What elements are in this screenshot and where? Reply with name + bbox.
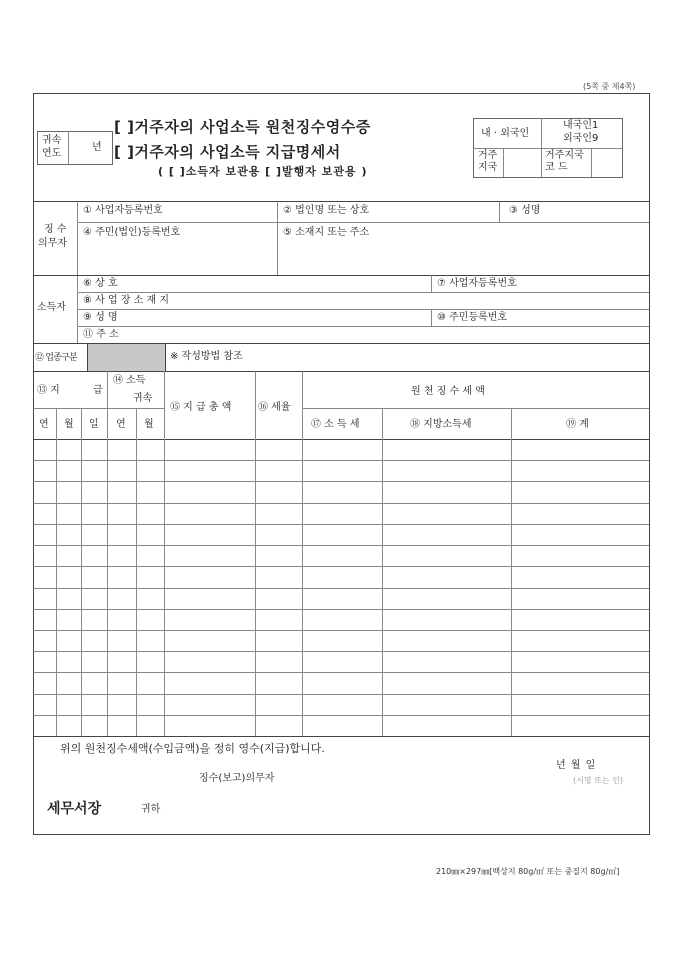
field-earner-business-reg-no: ⑦ 사업자등록번호 <box>437 278 517 289</box>
field-address: ⑤ 소재지 또는 주소 <box>283 227 370 238</box>
field-resident-reg-no: ④ 주민(법인)등록번호 <box>83 227 181 238</box>
col-tax-rate: ⑯ 세율 <box>258 402 291 413</box>
field-business-location: ⑧ 사 업 장 소 재 지 <box>83 295 169 306</box>
col-income-tax: ⑰ 소 득 세 <box>311 419 360 430</box>
table-row-line <box>33 503 649 504</box>
col-payment-date: ⑬ 지 <box>37 385 60 396</box>
col-total: ⑲ 계 <box>566 419 589 430</box>
earner-label: 소득자 <box>37 302 66 313</box>
subtitle: ( [ ]소득자 보관용 [ ]발행자 보관용 ) <box>158 165 368 178</box>
signature-note: (서명 또는 인) <box>573 776 623 785</box>
field-business-reg-no: ① 사업자등록번호 <box>83 205 163 216</box>
residence-code-2: 코 드 <box>545 162 568 173</box>
table-row-line <box>33 609 649 610</box>
col-year-2: 연 <box>116 419 126 430</box>
nationality-foreign: 외국인9 <box>563 133 599 144</box>
col-income-period-a: ⑭ 소득 <box>113 375 146 386</box>
year-label-1: 귀속 <box>42 135 62 146</box>
table-row-line <box>33 566 649 567</box>
field-earner-address: ⑪ 주 소 <box>83 329 119 340</box>
table-row-line <box>33 524 649 525</box>
tax-office-label: 세무서장 <box>47 801 102 817</box>
col-month-2: 월 <box>144 419 154 430</box>
table-row-line <box>33 588 649 589</box>
field-earner-name: ⑨ 성 명 <box>83 312 118 323</box>
col-payment-date-b: 급 <box>93 385 103 396</box>
industry-label: ⑫ 업종구분 <box>35 353 77 363</box>
withholding-agent-label: 징수(보고)의무자 <box>199 773 275 784</box>
withholder-label-2: 의무자 <box>38 238 67 249</box>
table-row-line <box>33 481 649 482</box>
col-total-paid: ⑮ 지 급 총 액 <box>170 402 232 413</box>
field-trade-name: ⑥ 상 호 <box>83 278 118 289</box>
title-line-2: [ ]거주자의 사업소득 지급명세서 <box>114 143 341 161</box>
field-company-name: ② 법인명 또는 상호 <box>283 205 370 216</box>
table-row-line <box>33 651 649 652</box>
year-label-2: 연도 <box>42 148 62 159</box>
col-year: 연 <box>39 419 49 430</box>
col-income-period-b: 귀속 <box>133 393 153 404</box>
table-row-line <box>33 715 649 716</box>
table-row-line <box>33 630 649 631</box>
withholder-label-1: 징 수 <box>44 224 67 235</box>
residence-country-2: 지국 <box>478 162 498 173</box>
year-suffix: 년 <box>92 142 102 153</box>
col-withholding-group: 원 천 징 수 세 액 <box>411 386 485 397</box>
receipt-statement: 위의 원천징수세액(수입금액)을 정히 영수(지급)합니다. <box>60 742 325 755</box>
table-row-line <box>33 672 649 673</box>
industry-note: ※ 작성방법 참조 <box>170 351 243 362</box>
title-line-1: [ ]거주자의 사업소득 원천징수영수증 <box>114 118 371 136</box>
col-local-income-tax: ⑱ 지방소득세 <box>410 419 472 430</box>
col-month: 월 <box>64 419 74 430</box>
table-row-line <box>33 545 649 546</box>
honorific: 귀하 <box>141 804 161 815</box>
field-earner-resident-no: ⑩ 주민등록번호 <box>437 312 508 323</box>
nationality-label: 내 · 외국인 <box>481 128 530 139</box>
table-row-line <box>33 694 649 695</box>
residence-code-1: 거주지국 <box>545 150 584 161</box>
residence-country-1: 거주 <box>478 150 498 161</box>
paper-spec: 210㎜×297㎜[백상지 80g/㎡ 또는 중질지 80g/㎡] <box>436 867 620 876</box>
industry-code-cell[interactable] <box>88 344 165 371</box>
table-row-line <box>33 460 649 461</box>
issue-date: 년 월 일 <box>556 760 597 771</box>
field-name: ③ 성명 <box>509 205 541 216</box>
col-day: 일 <box>89 419 99 430</box>
page-number-note: (5쪽 중 제4쪽) <box>583 82 636 91</box>
nationality-domestic: 내국인1 <box>563 120 599 131</box>
